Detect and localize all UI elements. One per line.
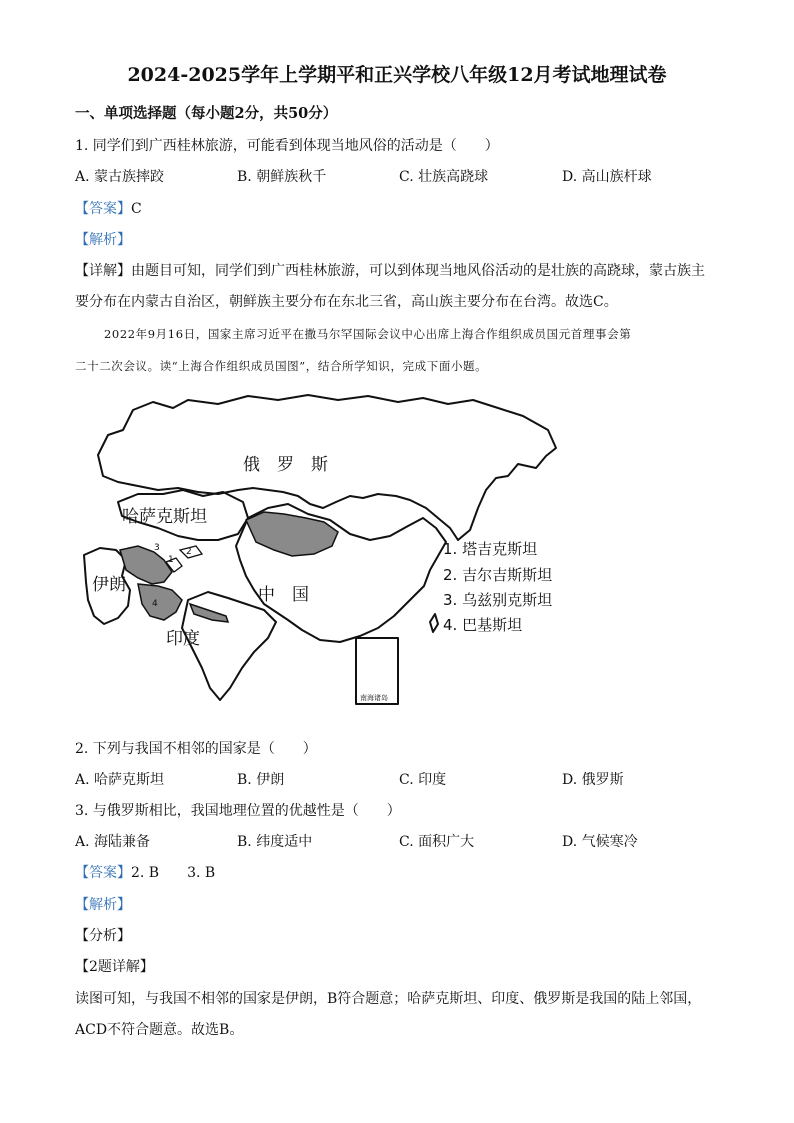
q3-option-a: A. 海陆兼备 (75, 834, 151, 850)
q3-option-c: C. 面积广大 (399, 834, 475, 850)
intro-line-2: 二十二次会议。读“上海合作组织成员国图”，结合所学知识，完成下面小题。 (75, 359, 488, 373)
label-kazakhstan: 哈萨克斯坦 (122, 507, 207, 527)
answer-label: 【答案】 (75, 865, 131, 881)
label-num-1: 1 (168, 555, 174, 565)
label-china: 中 国 (258, 585, 309, 605)
label-russia: 俄 罗 斯 (243, 455, 328, 475)
intro-line-1: 2022年9月16日，国家主席习近平在撒马尔罕国际会议中心出席上海合作组织成员国元首理事会第 (104, 327, 632, 341)
q23-answer (75, 864, 215, 882)
answer-value: 2. B 3. B (131, 865, 216, 881)
q1-analysis-label: 【解析】 (75, 232, 131, 248)
legend-item-4: 4. 巴基斯坦 (443, 616, 523, 634)
answer-label: 【答案】 (75, 201, 131, 217)
section-heading: 一、单项选择题（每小题2分，共50分） (75, 105, 338, 122)
label-num-2: 2 (186, 547, 192, 557)
q1-option-d: D. 高山族杆球 (562, 169, 652, 185)
uzbekistan-shape (120, 546, 172, 584)
taiwan-outline (430, 614, 438, 632)
label-num-3: 3 (154, 543, 160, 553)
question-2-stem: 2. 下列与我国不相邻的国家是（ ） (75, 741, 317, 757)
question-3-stem: 3. 与俄罗斯相比，我国地理位置的优越性是（ ） (75, 803, 401, 819)
label-iran: 伊朗 (92, 575, 126, 595)
legend-item-1: 1. 塔吉克斯坦 (443, 540, 538, 558)
q2-option-a: A. 哈萨克斯坦 (75, 772, 165, 788)
answer-value: C (131, 201, 142, 217)
page-title: 2024-2025学年上学期平和正兴学校八年级12月考试地理试卷 (127, 64, 667, 86)
q1-detail-line-1: 【详解】由题目可知，同学们到广西桂林旅游，可以到体现当地风俗活动的是壮族的高跷球，蒙古族主 (75, 263, 705, 279)
pakistan-shape (138, 584, 182, 620)
q1-option-b: B. 朝鲜族秋千 (237, 169, 327, 185)
q2-option-b: B. 伊朗 (237, 772, 285, 788)
label-india: 印度 (166, 629, 200, 649)
legend-item-2: 2. 吉尔吉斯斯坦 (443, 566, 553, 584)
q23-analysis-label: 【解析】 (75, 897, 131, 913)
nepal-shape (190, 604, 228, 622)
q23-fenxi-label: 【分析】 (75, 928, 131, 944)
q2-option-d: D. 俄罗斯 (562, 772, 624, 788)
label-inset: 南海诸岛 (360, 694, 388, 702)
q1-option-c: C. 壮族高跷球 (399, 169, 489, 185)
question-1-stem: 1. 同学们到广西桂林旅游，可能看到体现当地风俗的活动是（ ） (75, 138, 499, 154)
q2-detail-line-2: ACD不符合题意。故选B。 (75, 1022, 244, 1038)
q2-option-c: C. 印度 (399, 772, 447, 788)
q2-detail-line-1: 读图可知，与我国不相邻的国家是伊朗，B符合题意；哈萨克斯坦、印度、俄罗斯是我国的陆上邻国， (75, 991, 702, 1007)
q3-option-b: B. 纬度适中 (237, 834, 313, 850)
q1-detail-line-2: 要分布在内蒙古自治区，朝鲜族主要分布在东北三省，高山族主要分布在台湾。故选C。 (75, 294, 618, 310)
q2-detail-label: 【2题详解】 (75, 959, 154, 975)
q1-answer (75, 200, 142, 218)
legend-item-3: 3. 乌兹别克斯坦 (443, 591, 553, 609)
label-num-4: 4 (152, 599, 158, 609)
q3-option-d: D. 气候寒冷 (562, 834, 638, 850)
q1-option-a: A. 蒙古族摔跤 (75, 169, 165, 185)
